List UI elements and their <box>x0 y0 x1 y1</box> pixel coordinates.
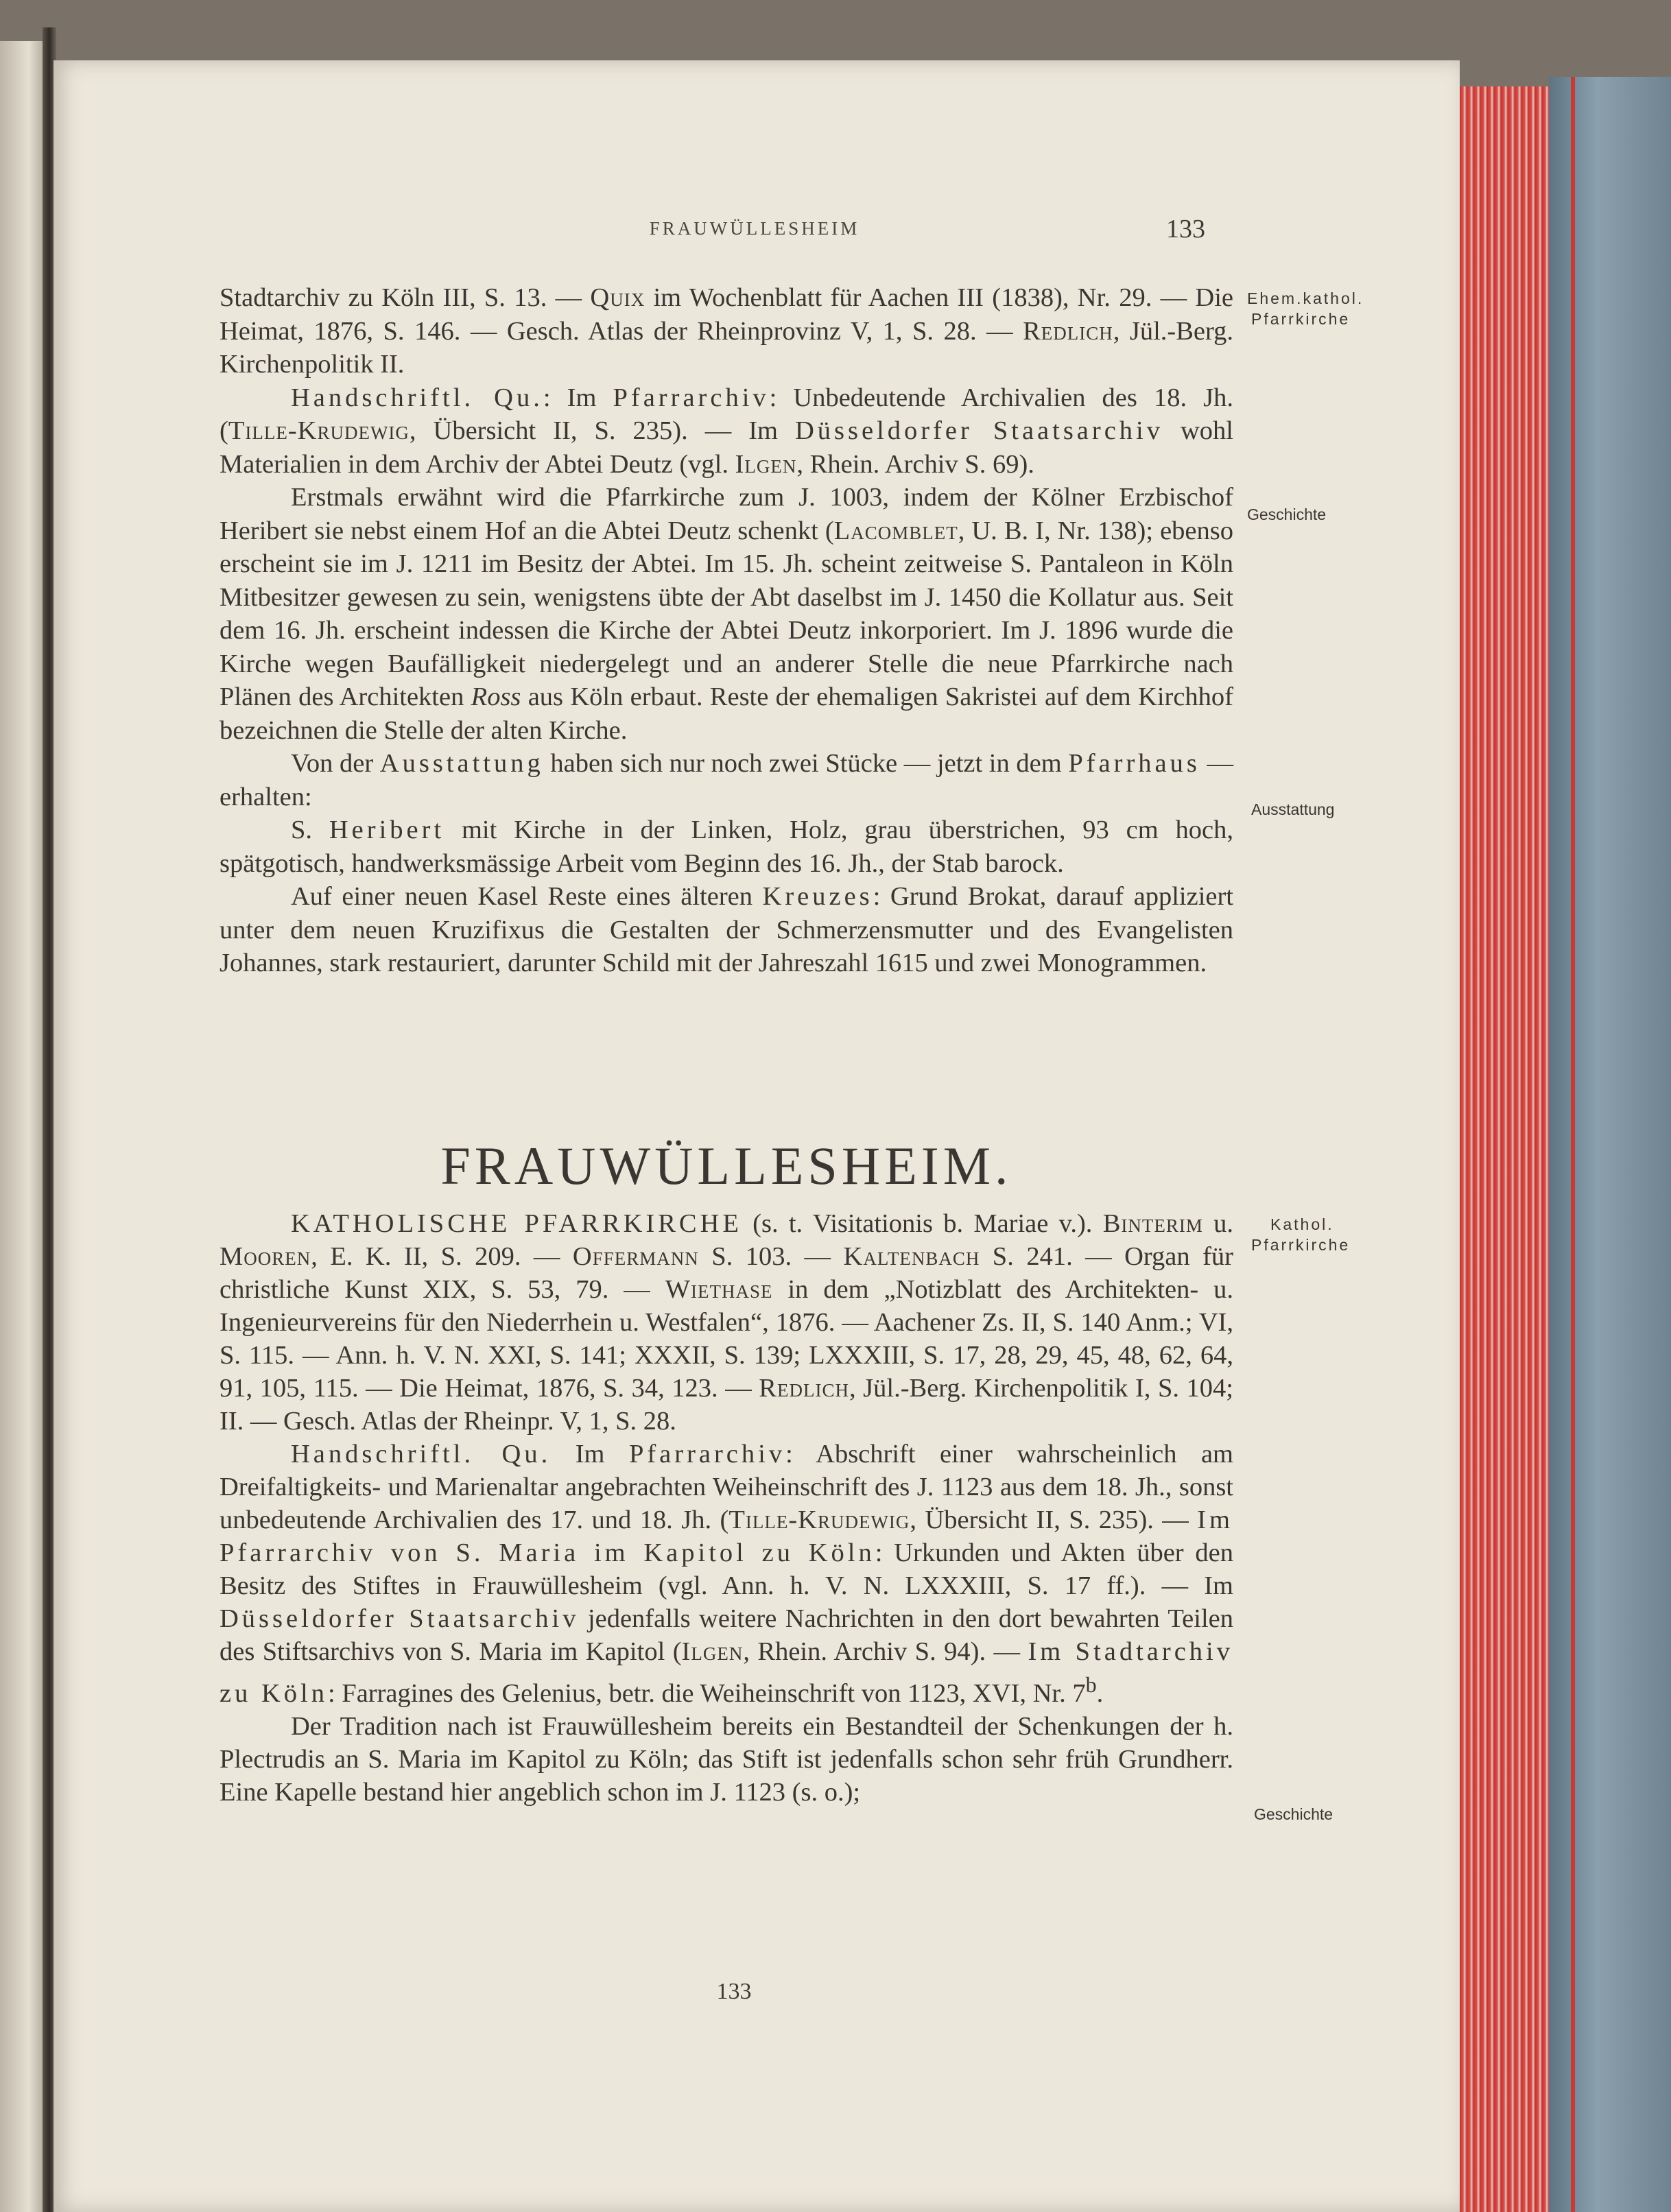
text-run: (s. t. Visitationis b. Mariae v.). <box>742 1209 1103 1238</box>
text-run: Pfarrhaus <box>1068 749 1200 778</box>
text-run: Düsseldorfer Staatsarchiv <box>794 416 1163 445</box>
text-run: Quix <box>590 283 645 312</box>
margin-note-line: Pfarrkirche <box>1251 1236 1351 1254</box>
text-run: S. 241. — Organ für christliche Kunst XIX, S. 53, 79. — <box>220 1242 1233 1304</box>
text-run: Ilgen <box>681 1637 744 1666</box>
section-frauwuellesheim <box>220 1207 1233 1809</box>
text-run: : Farragines des Gelenius, betr. die Weiheinschrift von 1123, XVI, Nr. 7 <box>327 1678 1086 1708</box>
section-ehem-kirche <box>220 281 1233 980</box>
text-run: , Übersicht II, S. 235). — <box>910 1506 1198 1534</box>
text-run: Erstmals erwähnt wird die Pfarrkirche zum J. 1003, indem der Kölner Erzbischof Heribert sie nebst einem Hof an die Abtei Deutz schenkt ( <box>220 483 1233 545</box>
text-run: b <box>1085 1672 1097 1697</box>
text-run: : Abschrift einer wahrscheinlich am Dreifaltigkeits- und Marienaltar angebrachten Weiheinschrift des J. 1123 aus dem 18. Jh., sonst unbedeutende Archivalien des 17. und 18. Jh. ( <box>220 1440 1233 1534</box>
page-number-top: 133 <box>1166 215 1205 243</box>
text-run: Kaltenbach <box>843 1242 980 1271</box>
text-run: Mooren <box>220 1242 311 1271</box>
text-run: S. 103. — <box>698 1242 844 1271</box>
text-run: mit Kirche in der Linken, Holz, grau überstrichen, 93 cm hoch, spätgotisch, handwerksmässige Arbeit vom Beginn des 16. Jh., der Stab barock. <box>220 816 1233 878</box>
text-run: Ausstattung <box>379 749 544 778</box>
book-cover <box>1549 77 1671 2212</box>
text-run: Tille-Krudewig <box>728 1506 910 1534</box>
cover-edge-stripe <box>1571 77 1575 2212</box>
paragraph <box>220 1710 1233 1809</box>
text-run: haben sich nur noch zwei Stücke — jetzt in dem <box>543 749 1069 778</box>
text-run: Auf einer neuen Kasel Reste eines älteren <box>291 882 763 911</box>
text-run: Stadtarchiv zu Köln III, S. 13. — <box>220 283 591 312</box>
paragraph <box>220 381 1233 481</box>
text-run: Redlich <box>759 1374 849 1403</box>
text-run: Lacomblet <box>833 516 958 545</box>
margin-note-ehem-kath <box>1247 288 1384 329</box>
text-run: jedenfalls weitere Nachrichten in den dort bewahrten Teilen des Stiftsarchivs von S. Maria im Kapitol ( <box>220 1604 1233 1666</box>
page-number-bottom: 133 <box>716 1979 752 2004</box>
text-run: , E. K. II, S. 209. — <box>311 1242 573 1271</box>
paragraph <box>220 481 1233 747</box>
text-run: Heribert <box>329 816 445 844</box>
text-run: Tille-Krudewig <box>228 416 410 445</box>
margin-note-geschichte-2: Geschichte <box>1254 1805 1334 1823</box>
text-run: : Urkunden und Akten über den Besitz des Stiftes in Frauwüllesheim (vgl. Ann. h. V. N. LXXXIII, S. 17 ff.). — Im <box>220 1538 1233 1600</box>
text-run: . <box>1096 1678 1104 1708</box>
text-run: — erhalten: <box>220 749 1234 811</box>
text-run: Im Pfarrarchiv von S. Maria im Kapitol zu Köln <box>220 1506 1233 1567</box>
margin-note-line: Ehem.kathol. <box>1247 289 1364 307</box>
running-head: FRAUWÜLLESHEIM <box>649 218 860 239</box>
text-run: , Jül.-Berg. Kirchenpolitik II. <box>220 316 1233 379</box>
text-run: Düsseldorfer Staatsarchiv <box>220 1604 580 1633</box>
text-run: Handschriftl. Qu. <box>291 383 543 412</box>
text-run: Im <box>551 1440 629 1468</box>
text-run: Ilgen <box>735 449 797 479</box>
paragraph <box>220 880 1233 980</box>
margin-note-line: Pfarrkirche <box>1251 310 1351 328</box>
text-run: , U. B. I, Nr. 138); ebenso erscheint sie im J. 1211 im Besitz der Abtei. Im 15. Jh. scheint zeitweise S. Pantaleon in Köln Mitbesitzer gewesen zu sein, wenigstens übte der Abt daselbst im J. 1450 die Kollatur aus. Seit dem 16. Jh. erscheint indessen die Kirche der Abtei Deutz inkorporiert. Im J. 1896 wurde die Kirche wegen Baufälligkeit niedergelegt und an anderer Stelle die neue Pfarrkirche nach Plänen des Architekten <box>220 516 1233 711</box>
text-run: , Rhein. Archiv S. 69). <box>796 449 1034 479</box>
text-run: Binterim <box>1102 1209 1203 1238</box>
text-run: , Rhein. Archiv S. 94). — <box>743 1637 1028 1666</box>
text-run: Von der <box>291 749 380 778</box>
paragraph <box>220 813 1233 880</box>
text-run: wohl Materialien in dem Archiv der Abtei Deutz (vgl. <box>220 416 1233 479</box>
text-run: Ross <box>471 682 521 711</box>
margin-note-ausstattung: Ausstattung <box>1251 800 1335 818</box>
text-run: Pfarrarchiv <box>628 1440 786 1468</box>
text-run: im Wochenblatt für Aachen III (1838), Nr. 29. — Die Heimat, 1876, S. 146. — Gesch. Atlas der Rheinprovinz V, 1, S. 28. — <box>220 283 1233 346</box>
text-run: Wiethase <box>665 1275 773 1304</box>
text-run: : Im <box>543 383 613 412</box>
text-run: Kreuzes <box>762 882 873 911</box>
text-run: u. <box>1202 1209 1233 1238</box>
text-run: Handschriftl. Qu. <box>291 1440 552 1468</box>
left-page-edge <box>0 41 48 2212</box>
text-run: Der Tradition nach ist Frauwüllesheim bereits ein Bestandteil der Schenkungen der h. Plectrudis an S. Maria im Kapitol zu Köln; das Stift ist jedenfalls schon sehr früh Grundherr. Eine Kapelle bestand hier angeblich schon im J. 1123 (s. o.); <box>220 1711 1233 1807</box>
paragraph <box>220 1207 1233 1438</box>
text-run: : Grund Brokat, darauf appliziert unter dem neuen Kruzifixus die Gestalten der Schmerzensmutter und des Evangelisten Johannes, stark restauriert, darunter Schild mit der Jahreszahl 1615 und zwei Monogrammen. <box>220 882 1233 977</box>
text-run: aus Köln erbaut. Reste der ehemaligen Sakristei auf dem Kirchhof bezeichnen die Stelle der alten Kirche. <box>220 682 1233 745</box>
text-run: S. <box>291 816 329 844</box>
text-run: KATHOLISCHE PFARRKIRCHE <box>291 1209 742 1238</box>
text-run: Pfarrarchiv <box>613 383 770 412</box>
margin-note-kath <box>1247 1214 1384 1255</box>
section-heading: FRAUWÜLLESHEIM. <box>440 1136 1012 1196</box>
text-run: Offermann <box>572 1242 699 1271</box>
text-run: Redlich <box>1023 316 1113 346</box>
margin-note-geschichte: Geschichte <box>1247 506 1327 523</box>
text-run: : Unbedeutende Archivalien des 18. Jh. ( <box>220 383 1234 445</box>
paragraph <box>220 1438 1233 1710</box>
text-run: , Übersicht II, S. 235). — Im <box>409 416 795 445</box>
margin-note-line: Kathol. <box>1270 1215 1334 1233</box>
text-run: Im Stadtarchiv zu Köln <box>220 1637 1233 1708</box>
text-run: in dem „Notizblatt des Architekten- u. Ingenieurvereins für den Niederrhein u. Westfalen“, 1876. — Aachener Zs. II, S. 140 Anm.; VI, S. 115. — Ann. h. V. N. XXI, S. 141; XXXII, S. 139; LXXXIII, S. 17, 28, 29, 45, 48, 62, 64, 91, 105, 115. — Die Heimat, 1876, S. 34, 123. — <box>220 1275 1233 1403</box>
paragraph <box>220 281 1233 381</box>
paragraph <box>220 747 1233 813</box>
text-run: , Jül.-Berg. Kirchenpolitik I, S. 104; II. — Gesch. Atlas der Rheinpr. V, 1, S. 28. <box>220 1374 1233 1436</box>
